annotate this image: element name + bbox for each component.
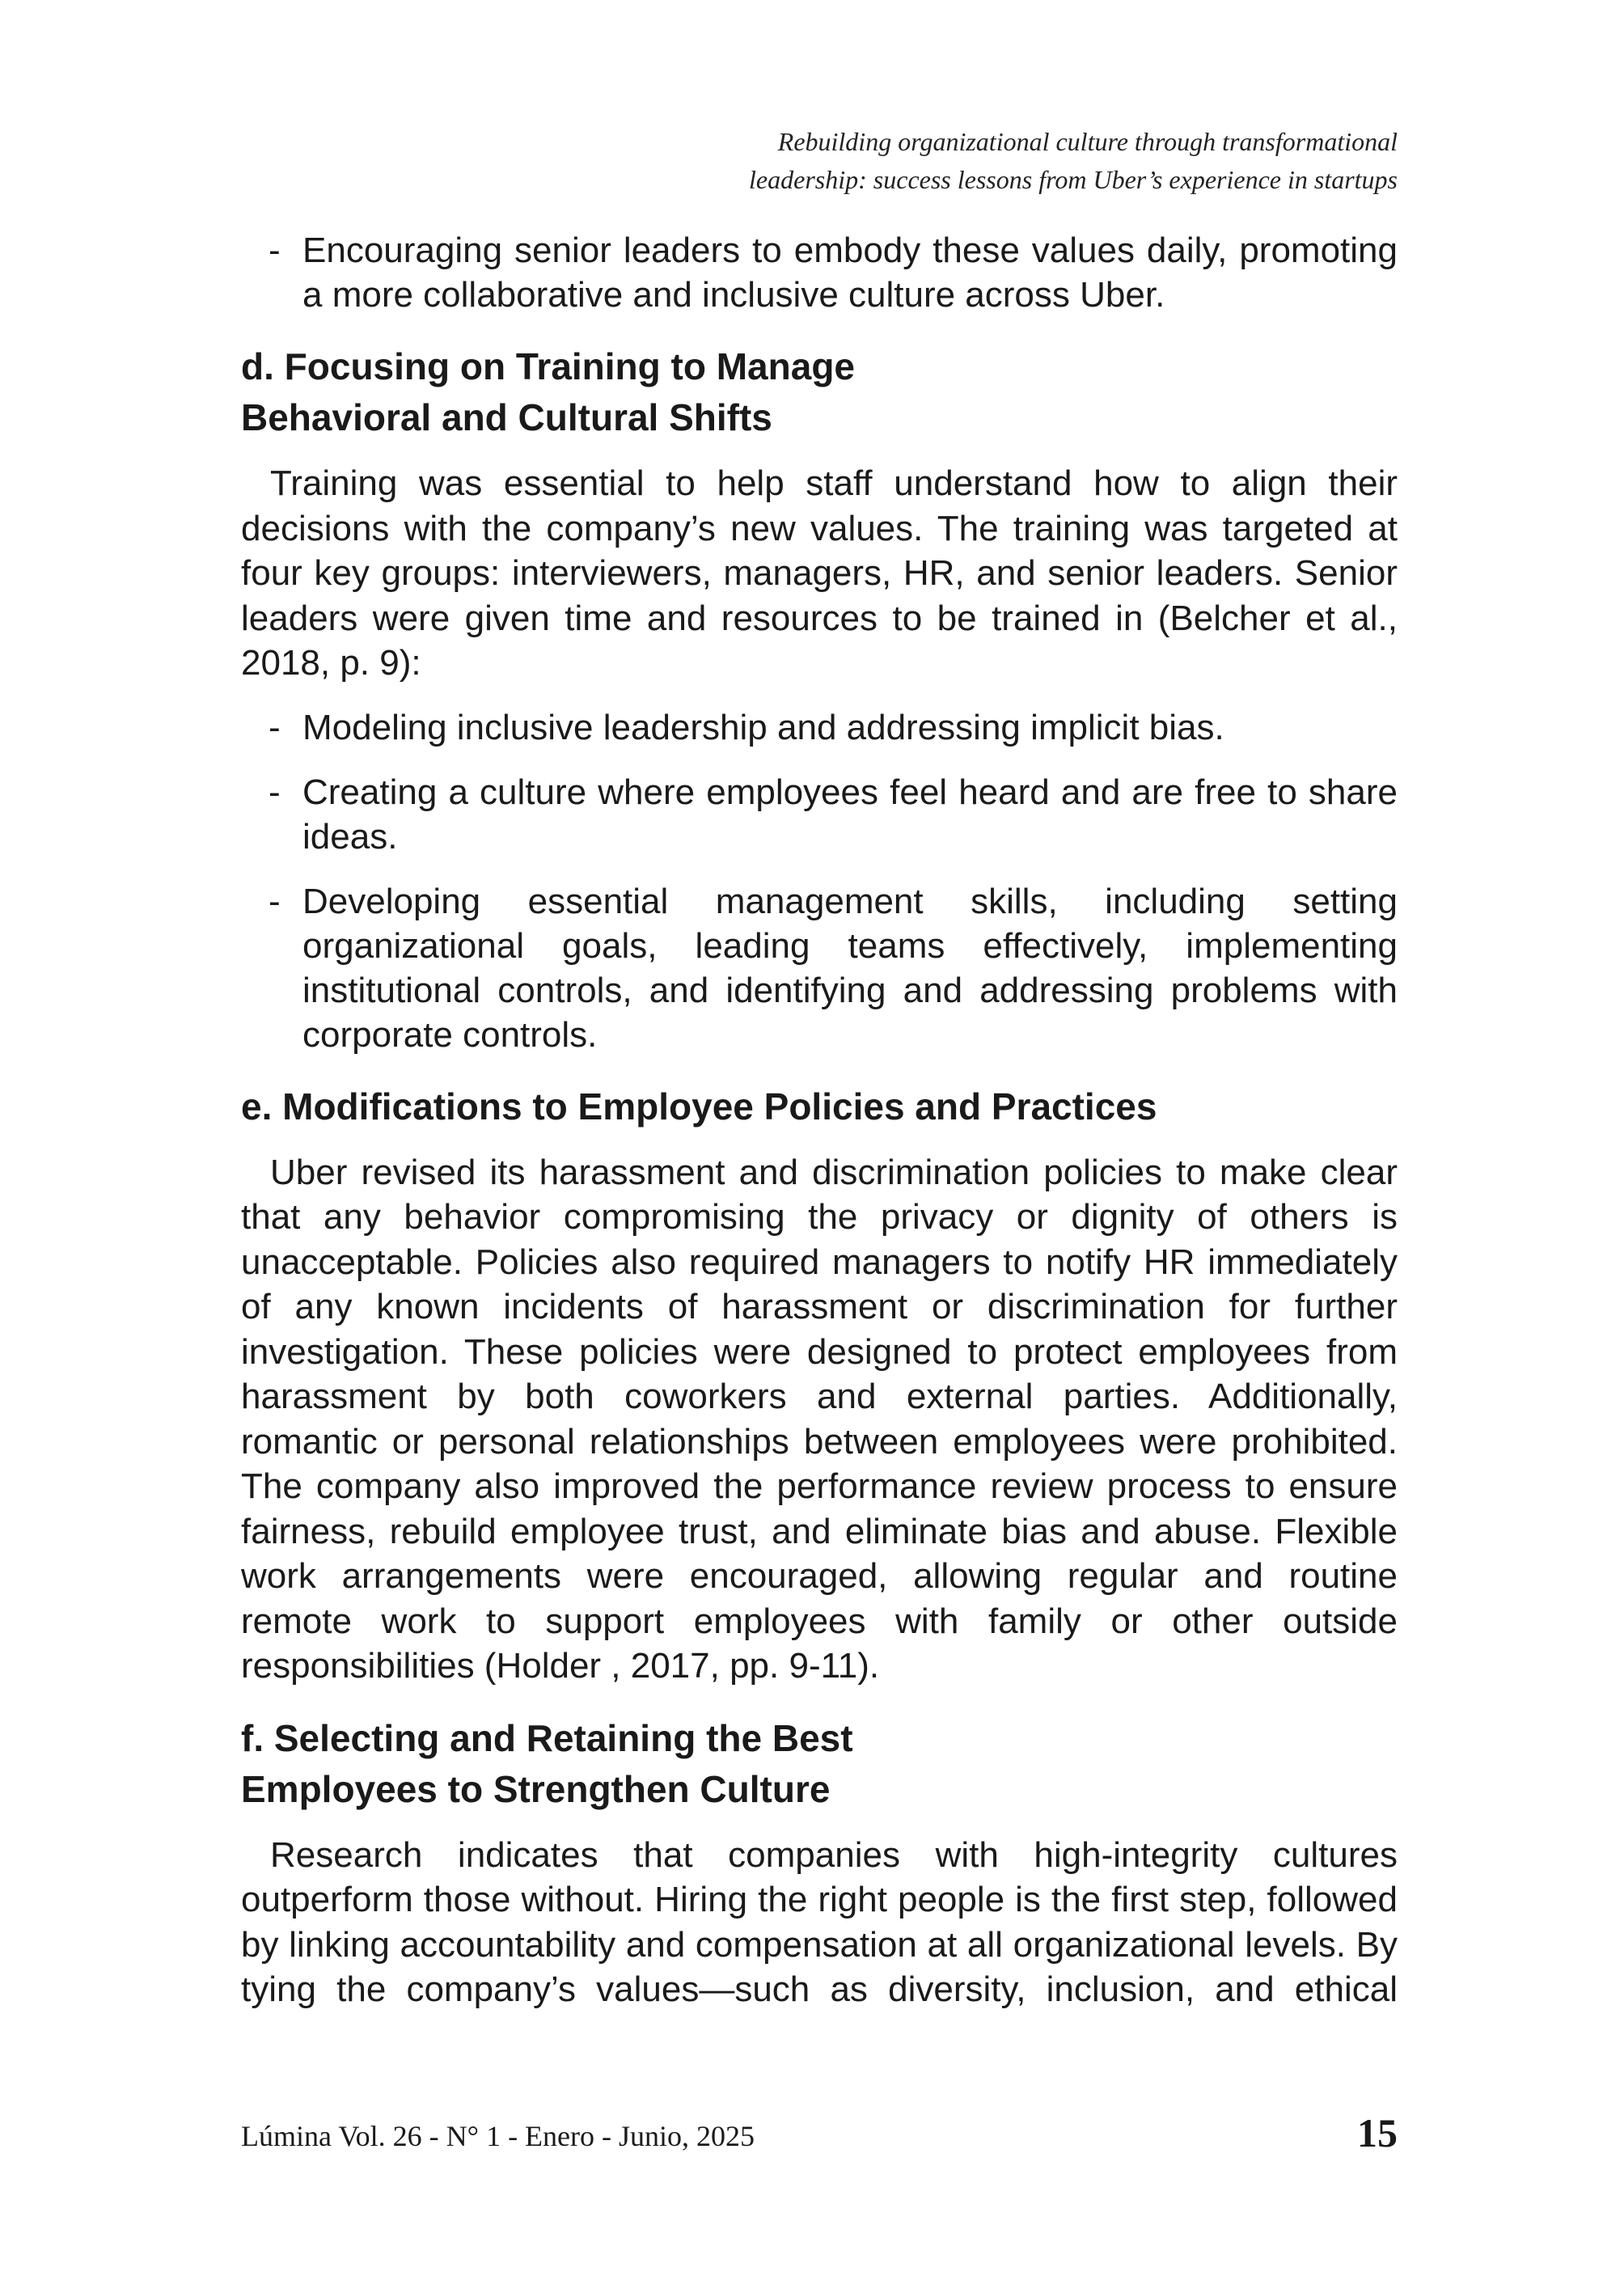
bullet-dash: -: [269, 707, 281, 747]
section-f-paragraph: Research indicates that companies with high-integrity cultures outperform those without. Hiring the right people is the first step, followed by linking accountability and compensation at all organizational levels. By tying the company’s values—such as diversity, inclusion, and ethical: [241, 1834, 1398, 2009]
section-d-paragraph: Training was essential to help staff understand how to align their decisions with the company’s new values. The training was targeted at four key groups: interviewers, managers, HR, and senior leaders. Senior leaders were given time and resources to be trained in (Belcher et al., 2018, p. 9):: [241, 463, 1398, 683]
section-heading-d: [241, 341, 1398, 443]
list-item: [241, 770, 1398, 859]
section-d-bullet-list: [241, 705, 1398, 1057]
bullet-dash: -: [269, 772, 281, 812]
list-item-text: Developing essential management skills, including setting organizational goals, leading teams effectively, implementing institutional controls, and identifying and addressing problems with corporate controls.: [302, 881, 1398, 1055]
bullet-dash: -: [269, 881, 281, 921]
list-item-text: Creating a culture where employees feel heard and are free to share ideas.: [302, 772, 1398, 857]
page-footer: [241, 2111, 1398, 2160]
section-heading-f-line-1: f. Selecting and Retaining the Best: [241, 1716, 853, 1759]
list-item: [241, 228, 1398, 317]
section-heading-d-line-2: Behavioral and Cultural Shifts: [241, 396, 772, 438]
list-item-text: Encouraging senior leaders to embody these values daily, promoting a more collaborative and inclusive culture across Uber.: [302, 231, 1398, 315]
running-header-line-2: leadership: success lessons from Uber’s experience in startups: [749, 165, 1398, 194]
journal-citation: Lúmina Vol. 26 - N° 1 - Enero - Junio, 2025: [241, 2120, 755, 2152]
section-heading-f: [241, 1713, 1398, 1815]
page-number: 15: [1357, 2110, 1398, 2156]
bullet-dash: -: [269, 231, 281, 270]
list-item: [241, 879, 1398, 1057]
running-header-line-1: Rebuilding organizational culture through transformational: [777, 127, 1398, 156]
list-item-text: Modeling inclusive leadership and addressing implicit bias.: [302, 707, 1224, 747]
article-body: [241, 228, 1398, 2012]
section-heading-f-line-2: Employees to Strengthen Culture: [241, 1767, 831, 1810]
document-page: [241, 0, 1398, 2293]
section-heading-e-text: e. Modifications to Employee Policies and Practices: [241, 1085, 1157, 1127]
section-heading-e: [241, 1081, 1398, 1132]
section-e-paragraph: Uber revised its harassment and discrimination policies to make clear that any behavior compromising the privacy or dignity of others is unacceptable. Policies also required managers to notify HR immediately of any known incidents of harassment or discrimination for further investigation. These policies were designed to protect employees from harassment by both coworkers and external parties. Additionally, romantic or personal relationships between employees were prohibited. The company also improved the performance review process to ensure fairness, rebuild employee trust, and eliminate bias and abuse. Flexible work arrangements were encouraged, allowing regular and routine remote work to support employees with family or other outside responsibilities (Holder , 2017, pp. 9-11).: [241, 1152, 1398, 1686]
running-header: [749, 123, 1398, 199]
list-item: [241, 705, 1398, 750]
section-heading-d-line-1: d. Focusing on Training to Manage: [241, 345, 855, 387]
